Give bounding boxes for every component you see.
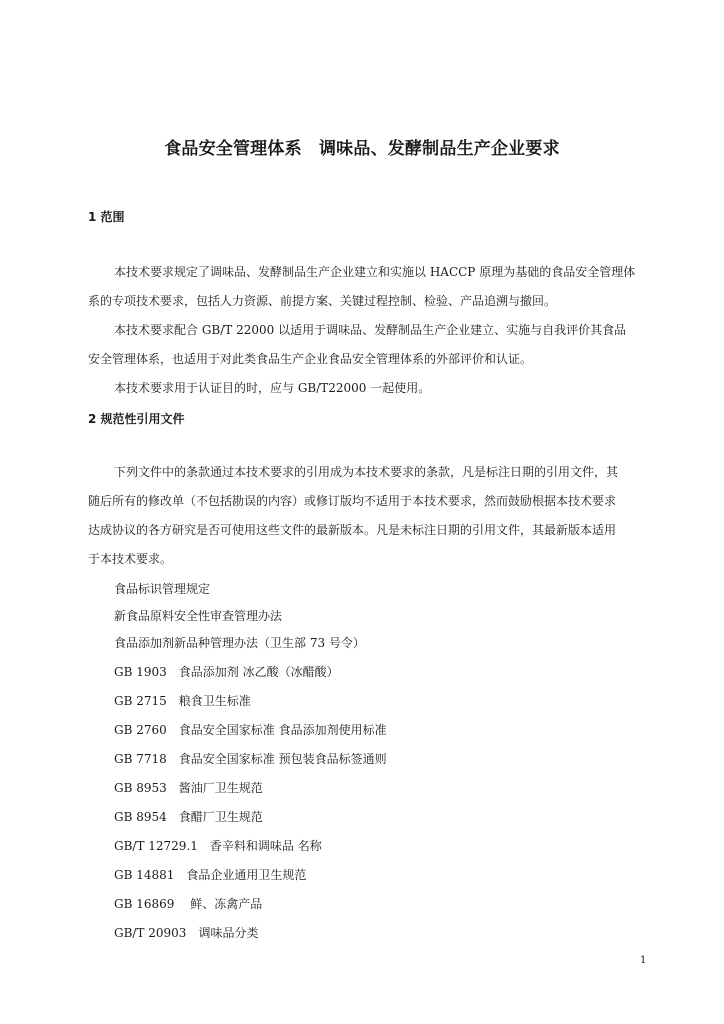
scope-paragraph-1-line-2: 系的专项技术要求，包括人力资源、前提方案、关键过程控制、检验、产品追溯与撤回。 bbox=[88, 294, 557, 308]
reference-item: GB/T 12729.1 香辛料和调味品 名称 bbox=[114, 839, 322, 853]
scope-paragraph-2-line-1: 本技术要求配合 GB/T 22000 以适用于调味品、发酵制品生产企业建立、实施与自我评价其食品 bbox=[114, 323, 627, 337]
scope-paragraph-1-line-1: 本技术要求规定了调味品、发酵制品生产企业建立和实施以 HACCP 原理为基础的食品安全管理体 bbox=[114, 265, 636, 279]
reference-item: GB 14881 食品企业通用卫生规范 bbox=[114, 868, 307, 882]
reference-item: GB/T 20903 调味品分类 bbox=[114, 926, 259, 940]
scope-paragraph-3: 本技术要求用于认证目的时，应与 GB/T22000 一起使用。 bbox=[114, 381, 431, 395]
page-number: 1 bbox=[640, 955, 647, 966]
reference-item: GB 1903 食品添加剂 冰乙酸（冰醋酸） bbox=[114, 665, 339, 679]
references-intro-line-3: 达成协议的各方研究是否可使用这些文件的最新版本。凡是未标注日期的引用文件，其最新版本适用 bbox=[88, 523, 617, 537]
section-heading-references: 2 规范性引用文件 bbox=[88, 412, 185, 426]
reference-item: 新食品原料安全性审查管理办法 bbox=[114, 609, 283, 623]
document-title: 食品安全管理体系 调味品、发酵制品生产企业要求 bbox=[164, 139, 560, 159]
reference-item: GB 7718 食品安全国家标准 预包装食品标签通则 bbox=[114, 752, 387, 766]
section-heading-scope: 1 范围 bbox=[88, 210, 125, 224]
reference-item: GB 8954 食醋厂卫生规范 bbox=[114, 810, 263, 824]
reference-item: 食品添加剂新品种管理办法（卫生部 73 号令） bbox=[114, 636, 365, 650]
references-intro-line-2: 随后所有的修改单（不包括勘误的内容）或修订版均不适用于本技术要求，然而鼓励根据本技术要求 bbox=[88, 494, 617, 508]
reference-item: GB 16869 鲜、冻禽产品 bbox=[114, 897, 263, 911]
references-intro-line-4: 于本技术要求。 bbox=[88, 552, 173, 566]
reference-item: GB 8953 酱油厂卫生规范 bbox=[114, 781, 263, 795]
reference-item: GB 2715 粮食卫生标准 bbox=[114, 694, 251, 708]
reference-item: GB 2760 食品安全国家标准 食品添加剂使用标准 bbox=[114, 723, 387, 737]
references-intro-line-1: 下列文件中的条款通过本技术要求的引用成为本技术要求的条款，凡是标注日期的引用文件，其 bbox=[114, 465, 619, 479]
reference-item: 食品标识管理规定 bbox=[114, 582, 211, 596]
scope-paragraph-2-line-2: 安全管理体系，也适用于对此类食品生产企业食品安全管理体系的外部评价和认证。 bbox=[88, 352, 533, 366]
